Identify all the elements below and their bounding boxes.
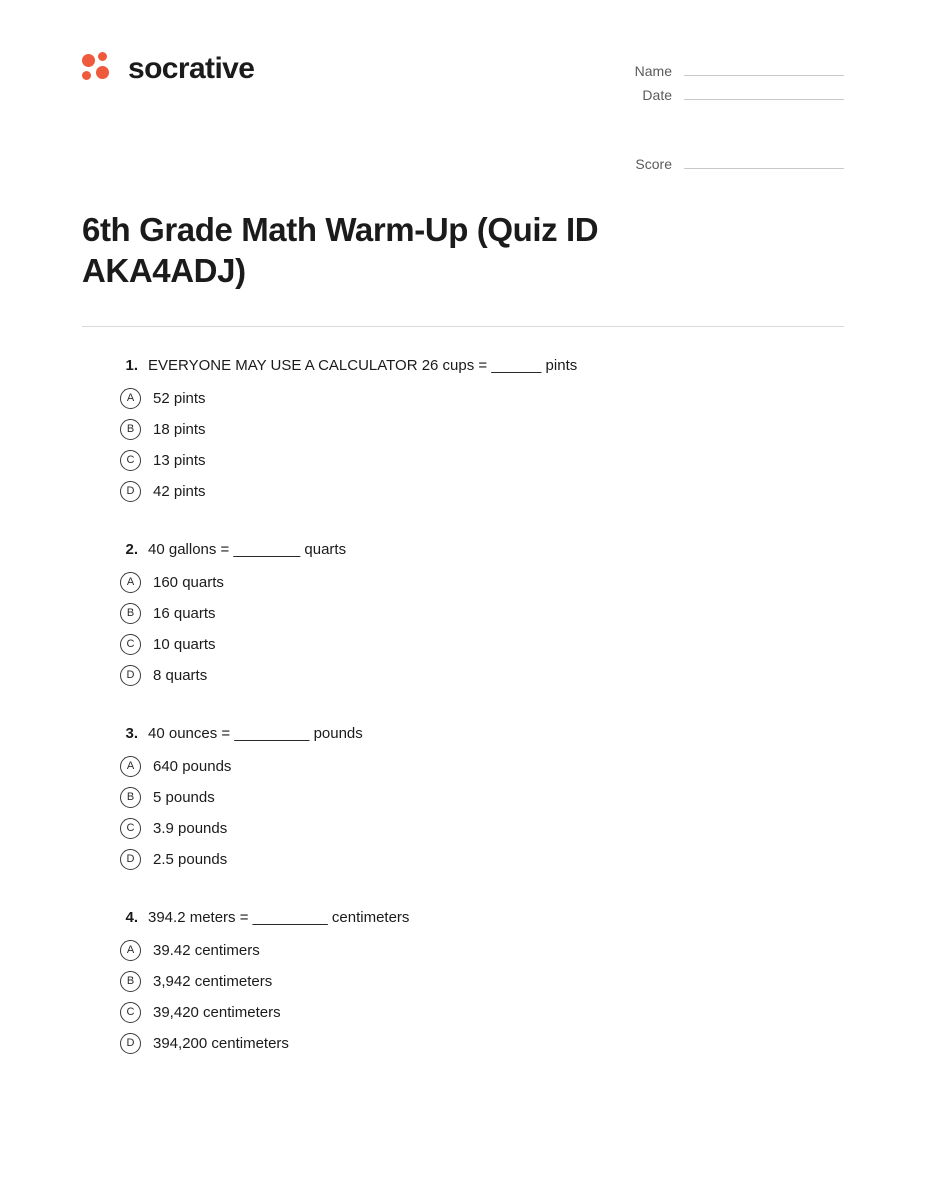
date-input-line[interactable] xyxy=(684,86,844,100)
date-row xyxy=(598,86,844,103)
choice-bubble-icon[interactable]: B xyxy=(120,971,141,992)
choice-label: 2.5 pounds xyxy=(153,850,228,868)
question-heading xyxy=(120,723,844,744)
choice-bubble-icon[interactable]: C xyxy=(120,1002,141,1023)
choice-label: 3,942 centimeters xyxy=(153,972,273,990)
page-title: 6th Grade Math Warm-Up (Quiz ID AKA4ADJ) xyxy=(82,211,599,290)
choice-option[interactable] xyxy=(120,388,844,409)
question-item xyxy=(82,539,844,686)
choice-bubble-icon[interactable]: A xyxy=(120,572,141,593)
question-text: 394.2 meters = _________ centimeters xyxy=(148,908,410,926)
choice-label: 160 quarts xyxy=(153,573,224,591)
choice-label: 52 pints xyxy=(153,389,206,407)
choice-option[interactable] xyxy=(120,940,844,961)
choice-label: 13 pints xyxy=(153,451,206,469)
choice-option[interactable] xyxy=(120,756,844,777)
choice-option[interactable] xyxy=(120,1033,844,1054)
choice-bubble-icon[interactable]: D xyxy=(120,1033,141,1054)
choice-bubble-icon[interactable]: D xyxy=(120,849,141,870)
choice-label: 5 pounds xyxy=(153,788,215,806)
question-item xyxy=(82,907,844,1054)
choice-bubble-icon[interactable]: A xyxy=(120,756,141,777)
choice-option[interactable] xyxy=(120,572,844,593)
choice-option[interactable] xyxy=(120,419,844,440)
choice-label: 39.42 centimers xyxy=(153,941,260,959)
choice-option[interactable] xyxy=(120,818,844,839)
name-row xyxy=(598,62,844,79)
question-heading xyxy=(120,539,844,560)
question-text: 40 gallons = ________ quarts xyxy=(148,540,347,558)
question-number: 2. xyxy=(125,540,138,558)
question-text: EVERYONE MAY USE A CALCULATOR 26 cups = ______ pints xyxy=(148,356,578,374)
choice-bubble-icon[interactable]: D xyxy=(120,481,141,502)
choice-bubble-icon[interactable]: C xyxy=(120,450,141,471)
score-input-line[interactable] xyxy=(684,155,844,169)
question-number: 1. xyxy=(125,356,138,374)
choice-label: 18 pints xyxy=(153,420,206,438)
choice-bubble-icon[interactable]: B xyxy=(120,603,141,624)
choice-bubble-icon[interactable]: C xyxy=(120,818,141,839)
student-info-block xyxy=(598,52,844,179)
brand xyxy=(82,52,254,86)
choice-option[interactable] xyxy=(120,971,844,992)
choice-label: 394,200 centimeters xyxy=(153,1034,289,1052)
choice-option[interactable] xyxy=(120,450,844,471)
choice-option[interactable] xyxy=(120,634,844,655)
choice-bubble-icon[interactable]: B xyxy=(120,419,141,440)
choice-option[interactable] xyxy=(120,1002,844,1023)
score-label: Score xyxy=(635,156,672,172)
page-header xyxy=(82,40,844,179)
question-item xyxy=(82,723,844,870)
name-input-line[interactable] xyxy=(684,62,844,76)
choice-label: 640 pounds xyxy=(153,757,232,775)
choice-option[interactable] xyxy=(120,787,844,808)
choice-bubble-icon[interactable]: A xyxy=(120,940,141,961)
question-number: 4. xyxy=(125,908,138,926)
question-text: 40 ounces = _________ pounds xyxy=(148,724,363,742)
date-label: Date xyxy=(642,87,672,103)
choice-option[interactable] xyxy=(120,603,844,624)
socrative-dots-logo-icon xyxy=(82,52,116,86)
question-heading xyxy=(120,355,844,376)
question-number: 3. xyxy=(125,724,138,742)
questions-list xyxy=(82,355,844,1054)
score-row xyxy=(598,155,844,172)
choice-bubble-icon[interactable]: C xyxy=(120,634,141,655)
choice-bubble-icon[interactable]: D xyxy=(120,665,141,686)
choice-label: 16 quarts xyxy=(153,604,216,622)
question-heading xyxy=(120,907,844,928)
choice-label: 10 quarts xyxy=(153,635,216,653)
choice-bubble-icon[interactable]: B xyxy=(120,787,141,808)
choice-label: 42 pints xyxy=(153,482,206,500)
choice-label: 39,420 centimeters xyxy=(153,1003,281,1021)
header-divider xyxy=(82,326,844,327)
choice-option[interactable] xyxy=(120,481,844,502)
choice-label: 3.9 pounds xyxy=(153,819,228,837)
name-label: Name xyxy=(634,63,672,79)
choice-label: 8 quarts xyxy=(153,666,208,684)
question-item xyxy=(82,355,844,502)
choice-bubble-icon[interactable]: A xyxy=(120,388,141,409)
choice-option[interactable] xyxy=(120,849,844,870)
choice-option[interactable] xyxy=(120,665,844,686)
brand-name: socrative xyxy=(128,52,255,85)
